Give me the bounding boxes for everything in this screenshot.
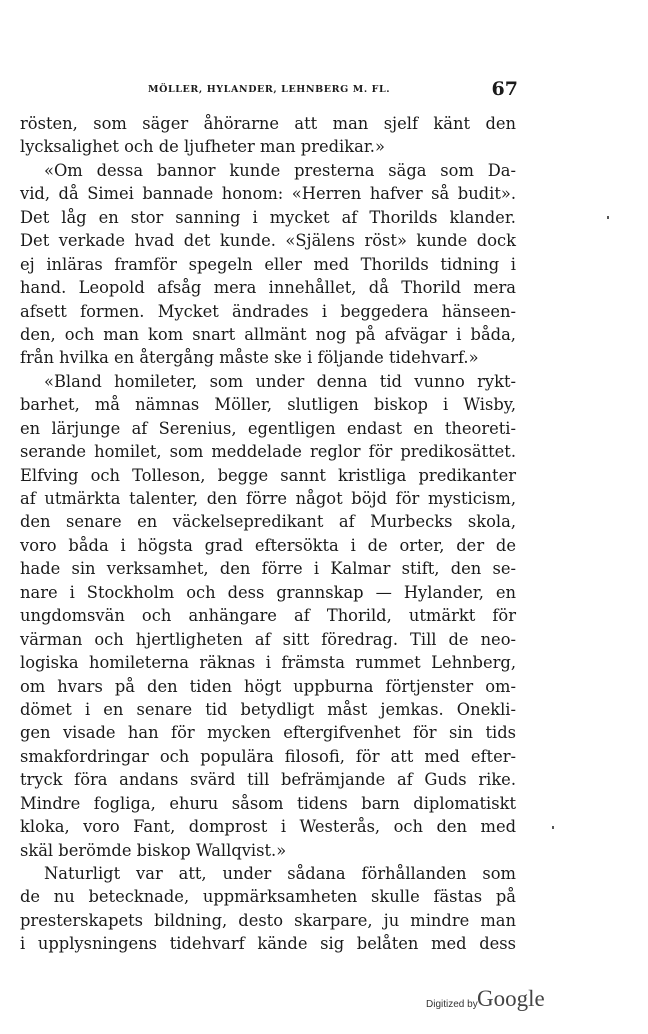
text-line: om hvars på den tiden högt uppburna förtjenster om- — [20, 676, 516, 696]
text-line: i upplysningens tidehvarf kände sig belåten med dess — [20, 934, 516, 954]
page-header — [148, 78, 518, 104]
text-line: Elfving och Tolleson, begge sannt kristliga predikanter — [20, 465, 516, 485]
text-line: afsett formen. Mycket ändrades i beggedera hänseen- — [20, 301, 516, 321]
text-line: dömet i en senare tid betydligt måst jemkas. Onekli- — [20, 699, 516, 719]
text-line: hade sin verksamhet, den förre i Kalmar stift, den se- — [20, 559, 516, 579]
text-line: skäl berömde biskop Wallqvist.» — [20, 840, 287, 860]
text-line: Naturligt var att, under sådana förhållanden som — [44, 864, 516, 883]
text-line: voro båda i högsta grad eftersökta i de orter, der de — [20, 535, 516, 555]
text-line: Det verkade hvad det kunde. «Själens röst» kunde dock — [20, 231, 516, 251]
google-logo: Google — [477, 986, 545, 1011]
text-line: hand. Leopold afsåg mera innehållet, då Thorild mera — [20, 278, 516, 298]
text-line: «Bland homileter, som under denna tid vunno rykt- — [44, 371, 516, 391]
scan-speck — [552, 826, 554, 829]
text-line: kloka, voro Fant, domprost i Westerås, och den med — [20, 817, 516, 837]
scan-speck — [607, 216, 609, 219]
text-line: Mindre fogliga, ehuru såsom tidens barn diplomatiskt — [20, 793, 516, 813]
text-line: serande homilet, som meddelade reglor för predikosättet. — [20, 442, 516, 462]
text-line: värman och hjertligheten af sitt föredrag. Till de neo- — [20, 629, 516, 649]
text-line: presterskapets bildning, desto skarpare, ju mindre man — [20, 910, 516, 930]
page-number: 67 — [491, 78, 518, 100]
text-line: «Om dessa bannor kunde presterna säga som Da- — [44, 160, 516, 180]
body-text — [20, 112, 516, 956]
text-line: ungdomsvän och anhängare af Thorild, utmärkt för — [20, 606, 516, 626]
text-line: logiska homileterna räknas i främsta rummet Lehnberg, — [20, 653, 516, 673]
text-line: rösten, som säger åhörarne att man sjelf känt den — [20, 114, 516, 133]
text-line: nare i Stockholm och dess grannskap — Hylander, en — [20, 582, 516, 602]
text-line: en lärjunge af Serenius, egentligen endast en theoreti- — [20, 418, 516, 438]
text-line: af utmärkta talenter, den förre något böjd för mysticism, — [20, 489, 516, 508]
text-line: tryck föra andans svärd till befrämjande af Guds rike. — [20, 770, 516, 790]
running-head: MÖLLER, HYLANDER, LEHNBERG M. FL. — [148, 84, 391, 95]
digitized-by-label: Digitized by — [426, 999, 478, 1010]
text-line: Det låg en stor sanning i mycket af Thorilds klander. — [20, 207, 516, 227]
text-line: gen visade han för mycken eftergifvenhet för sin tids — [20, 723, 516, 743]
text-line: den, och man kom snart allmänt nog på afvägar i båda, — [20, 324, 516, 344]
text-line: från hvilka en återgång måste ske i följande tidehvarf.» — [20, 348, 479, 368]
digitized-by-google-watermark — [426, 986, 560, 1016]
text-line: de nu betecknade, uppmärksamheten skulle fästas på — [20, 887, 516, 907]
text-line: den senare en väckelsepredikant af Murbecks skola, — [20, 512, 516, 532]
text-line: vid, då Simei bannade honom: «Herren hafver så budit». — [20, 184, 516, 204]
text-line: smakfordringar och populära filosofi, för att med efter- — [20, 746, 516, 766]
text-line: barhet, må nämnas Möller, slutligen biskop i Wisby, — [20, 395, 516, 415]
text-line: ej inläras framför spegeln eller med Thorilds tidning i — [20, 254, 516, 274]
text-line: lycksalighet och de ljufheter man predikar.» — [20, 137, 385, 157]
